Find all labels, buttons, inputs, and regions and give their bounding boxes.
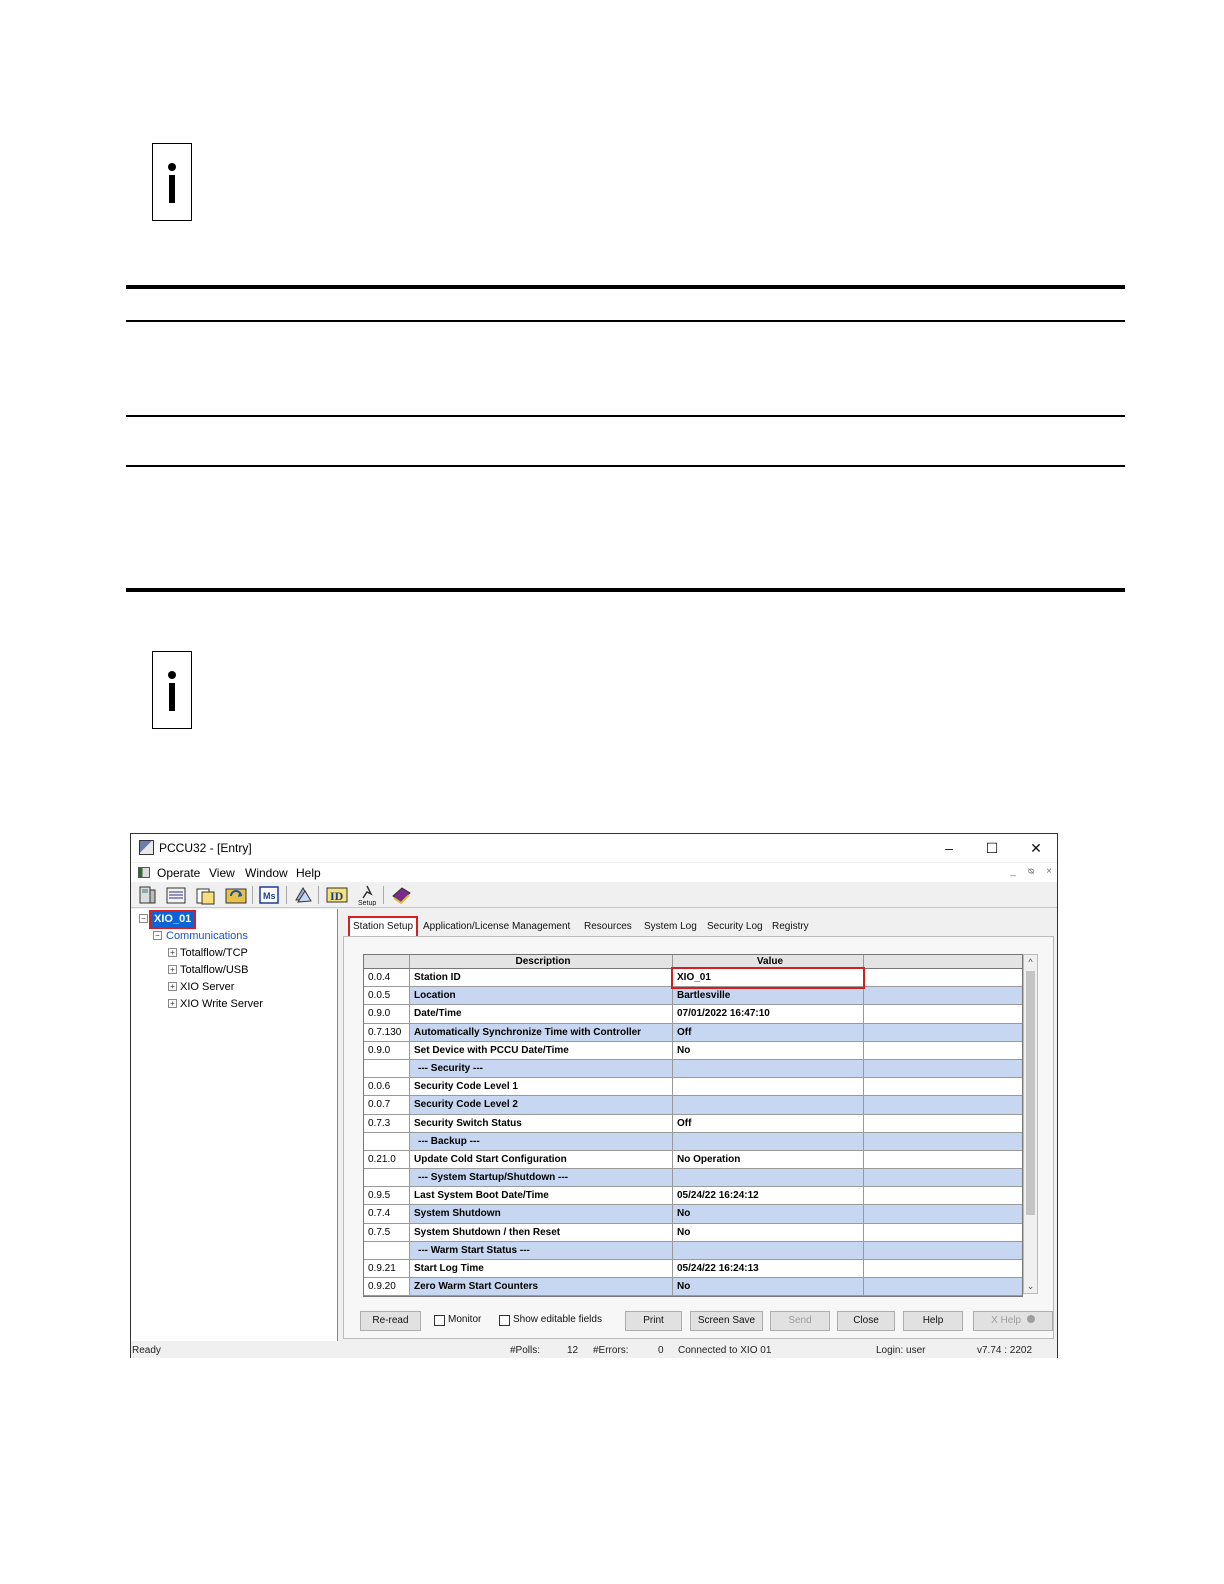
row-description: Automatically Synchronize Time with Controller [410, 1024, 673, 1041]
row-spacer [864, 1115, 1022, 1132]
scroll-thumb[interactable] [1026, 971, 1035, 1215]
row-id: 0.9.0 [364, 1005, 410, 1022]
table-row[interactable] [364, 1205, 1022, 1223]
print-button[interactable]: Print [625, 1311, 682, 1331]
tree-item-communications[interactable]: Communications [166, 930, 248, 942]
row-description: Set Device with PCCU Date/Time [410, 1042, 673, 1059]
row-value[interactable] [673, 1169, 864, 1186]
status-ready: Ready [132, 1345, 161, 1356]
row-spacer [864, 1187, 1022, 1204]
row-spacer [864, 1078, 1022, 1095]
table-row[interactable] [364, 1260, 1022, 1278]
row-value[interactable]: No [673, 1042, 864, 1059]
header-description[interactable]: Description [410, 955, 673, 968]
device-icon[interactable] [135, 884, 159, 906]
row-value[interactable]: No [673, 1205, 864, 1222]
tab-system-log[interactable]: System Log [644, 921, 697, 932]
row-description: --- Backup --- [410, 1133, 673, 1150]
polls-label: #Polls: [510, 1345, 541, 1356]
row-value[interactable]: No [673, 1224, 864, 1241]
row-id: 0.0.4 [364, 969, 410, 986]
row-id: 0.0.6 [364, 1078, 410, 1095]
menu-window[interactable]: Window [245, 866, 288, 880]
errors-count: 0 [658, 1345, 664, 1356]
table-row[interactable] [364, 969, 1022, 987]
table-row[interactable] [364, 1187, 1022, 1205]
row-spacer [864, 1260, 1022, 1277]
svg-text:ID: ID [330, 889, 344, 903]
table-rule [126, 415, 1125, 417]
table-row[interactable] [364, 1224, 1022, 1242]
expand-icon[interactable]: + [168, 948, 177, 957]
row-value[interactable]: XIO_01 [673, 969, 864, 986]
tab-registry[interactable]: Registry [772, 921, 809, 932]
table-row[interactable] [364, 1060, 1022, 1078]
screen-save-button[interactable]: Screen Save [690, 1311, 763, 1331]
grid-header [364, 955, 1022, 969]
row-description: System Shutdown [410, 1205, 673, 1222]
row-spacer [864, 1005, 1022, 1022]
svg-text:Ms: Ms [263, 891, 276, 901]
maximize-button[interactable]: ☐ [985, 840, 999, 856]
row-id: 0.7.130 [364, 1024, 410, 1041]
ms-icon[interactable] [257, 884, 281, 906]
window-title: PCCU32 - [Entry] [159, 841, 252, 855]
device-tree [131, 909, 338, 1341]
table-row[interactable] [364, 1133, 1022, 1151]
tab-application-license-management[interactable]: Application/License Management [423, 921, 571, 932]
row-value[interactable]: No [673, 1278, 864, 1295]
tab-security-log[interactable]: Security Log [707, 921, 763, 932]
close-dialog-button[interactable]: Close [837, 1311, 895, 1331]
row-value[interactable] [673, 1242, 864, 1259]
expand-icon[interactable]: + [168, 999, 177, 1008]
version: v7.74 : 2202 [977, 1345, 1033, 1356]
row-id: 0.7.4 [364, 1205, 410, 1222]
row-description: Start Log Time [410, 1260, 673, 1277]
menu-bar [131, 863, 1057, 882]
table-row[interactable] [364, 1242, 1022, 1260]
help-book-icon[interactable] [389, 884, 413, 906]
grid-body [364, 969, 1022, 1296]
xhelp-button[interactable] [973, 1311, 1053, 1331]
table-row[interactable] [364, 1042, 1022, 1060]
row-id: 0.9.5 [364, 1187, 410, 1204]
row-value[interactable] [673, 1060, 864, 1077]
show-editable-label: Show editable fields [513, 1314, 602, 1325]
close-button[interactable]: ✕ [1030, 840, 1042, 856]
table-row[interactable] [364, 1005, 1022, 1023]
row-description: Date/Time [410, 1005, 673, 1022]
table-row[interactable] [364, 1151, 1022, 1169]
table-rule [126, 320, 1125, 322]
row-spacer [864, 1242, 1022, 1259]
row-id: 0.0.7 [364, 1096, 410, 1113]
tree-root-xio01[interactable]: XIO_01 [151, 912, 194, 927]
row-spacer [864, 1278, 1022, 1295]
row-spacer [864, 1096, 1022, 1113]
document-icon [138, 867, 150, 878]
info-icon [152, 651, 192, 729]
row-id: 0.9.0 [364, 1042, 410, 1059]
row-value[interactable] [673, 1133, 864, 1150]
row-spacer [864, 1224, 1022, 1241]
row-id [364, 1242, 410, 1259]
station-setup-grid [363, 954, 1023, 1297]
row-value[interactable]: Bartlesville [673, 987, 864, 1004]
row-id: 0.0.5 [364, 987, 410, 1004]
collect-icon[interactable] [194, 884, 218, 906]
mdi-restore-button[interactable]: ᴓ [1027, 866, 1035, 877]
row-spacer [864, 987, 1022, 1004]
xhelp-icon [1027, 1315, 1035, 1323]
row-spacer [864, 1169, 1022, 1186]
id-icon[interactable] [325, 884, 349, 906]
send-button[interactable]: Send [770, 1311, 830, 1331]
entry-icon[interactable] [164, 884, 188, 906]
app-icon [139, 840, 154, 855]
row-description: Update Cold Start Configuration [410, 1151, 673, 1168]
table-row[interactable] [364, 1024, 1022, 1042]
xhelp-label: X Help [991, 1315, 1022, 1326]
table-row[interactable] [364, 987, 1022, 1005]
table-row[interactable] [364, 1078, 1022, 1096]
row-value[interactable]: 05/24/22 16:24:13 [673, 1260, 864, 1277]
row-description: System Shutdown / then Reset [410, 1224, 673, 1241]
expand-icon[interactable]: + [168, 982, 177, 991]
row-value[interactable] [673, 1078, 864, 1095]
title-bar [131, 834, 1057, 862]
scroll-up-icon[interactable]: ^ [1028, 957, 1033, 967]
pccu32-window [130, 833, 1058, 1358]
info-icon [152, 143, 192, 221]
row-description: Security Switch Status [410, 1115, 673, 1132]
menu-help[interactable]: Help [296, 866, 321, 880]
row-description: --- Warm Start Status --- [410, 1242, 673, 1259]
row-description: Last System Boot Date/Time [410, 1187, 673, 1204]
table-rule-bottom [126, 588, 1125, 592]
refresh-icon[interactable] [224, 884, 248, 906]
tree-item-totalflow-usb[interactable]: Totalflow/USB [180, 964, 249, 976]
row-id: 0.21.0 [364, 1151, 410, 1168]
menu-operate[interactable]: Operate [157, 866, 201, 880]
toolbar [131, 882, 1057, 908]
table-row[interactable] [364, 1115, 1022, 1133]
tree-item-xio-write-server[interactable]: XIO Write Server [180, 998, 263, 1010]
row-value[interactable]: 07/01/2022 16:47:10 [673, 1005, 864, 1022]
status-bar [131, 1342, 1057, 1358]
tab-resources[interactable]: Resources [584, 921, 632, 932]
row-description: Security Code Level 1 [410, 1078, 673, 1095]
row-description: Location [410, 987, 673, 1004]
row-spacer [864, 1205, 1022, 1222]
monitor-label: Monitor [448, 1314, 482, 1325]
row-value[interactable] [673, 1096, 864, 1113]
scroll-down-icon[interactable]: ⌄ [1026, 1281, 1035, 1291]
row-id: 0.7.5 [364, 1224, 410, 1241]
table-rule [126, 465, 1125, 467]
row-value[interactable]: 05/24/22 16:24:12 [673, 1187, 864, 1204]
row-spacer [864, 1024, 1022, 1041]
row-id [364, 1133, 410, 1150]
row-description: Station ID [410, 969, 673, 986]
row-description: Zero Warm Start Counters [410, 1278, 673, 1295]
errors-label: #Errors: [593, 1345, 629, 1356]
collapse-icon[interactable]: − [139, 914, 148, 923]
table-row[interactable] [364, 1278, 1022, 1296]
table-row[interactable] [364, 1169, 1022, 1187]
row-id [364, 1060, 410, 1077]
row-spacer [864, 1133, 1022, 1150]
show-editable-checkbox[interactable] [499, 1315, 510, 1326]
menu-view[interactable]: View [209, 866, 235, 880]
polls-count: 12 [567, 1345, 579, 1356]
connection-status: Connected to XIO 01 [678, 1345, 772, 1356]
setup-icon[interactable] [355, 884, 379, 906]
row-value[interactable]: Off [673, 1024, 864, 1041]
svg-text:Setup: Setup [358, 900, 377, 906]
row-value[interactable]: Off [673, 1115, 864, 1132]
tree-item-xio-server[interactable]: XIO Server [180, 981, 235, 993]
table-row[interactable] [364, 1096, 1022, 1114]
table-rule-top [126, 285, 1125, 289]
expand-icon[interactable]: + [168, 965, 177, 974]
row-spacer [864, 1151, 1022, 1168]
reports-icon[interactable] [291, 884, 315, 906]
row-id: 0.7.3 [364, 1115, 410, 1132]
mdi-minimize-button[interactable]: _ [1010, 866, 1016, 877]
row-id: 0.9.21 [364, 1260, 410, 1277]
vertical-scrollbar[interactable] [1023, 954, 1038, 1294]
help-button[interactable]: Help [903, 1311, 963, 1331]
row-spacer [864, 1042, 1022, 1059]
collapse-icon[interactable]: − [153, 931, 162, 940]
row-description: --- System Startup/Shutdown --- [410, 1169, 673, 1186]
monitor-checkbox[interactable] [434, 1315, 445, 1326]
minimize-button[interactable]: – [945, 840, 953, 856]
mdi-close-button[interactable]: × [1046, 866, 1052, 877]
row-spacer [864, 969, 1022, 986]
row-description: --- Security --- [410, 1060, 673, 1077]
reread-button[interactable]: Re-read [360, 1311, 421, 1331]
row-value[interactable]: No Operation [673, 1151, 864, 1168]
row-spacer [864, 1060, 1022, 1077]
login-status: Login: user [876, 1345, 926, 1356]
row-description: Security Code Level 2 [410, 1096, 673, 1113]
header-value[interactable]: Value [673, 955, 864, 968]
tree-item-totalflow-tcp[interactable]: Totalflow/TCP [180, 947, 248, 959]
tab-station-setup[interactable]: Station Setup [350, 918, 416, 936]
row-id [364, 1169, 410, 1186]
row-id: 0.9.20 [364, 1278, 410, 1295]
